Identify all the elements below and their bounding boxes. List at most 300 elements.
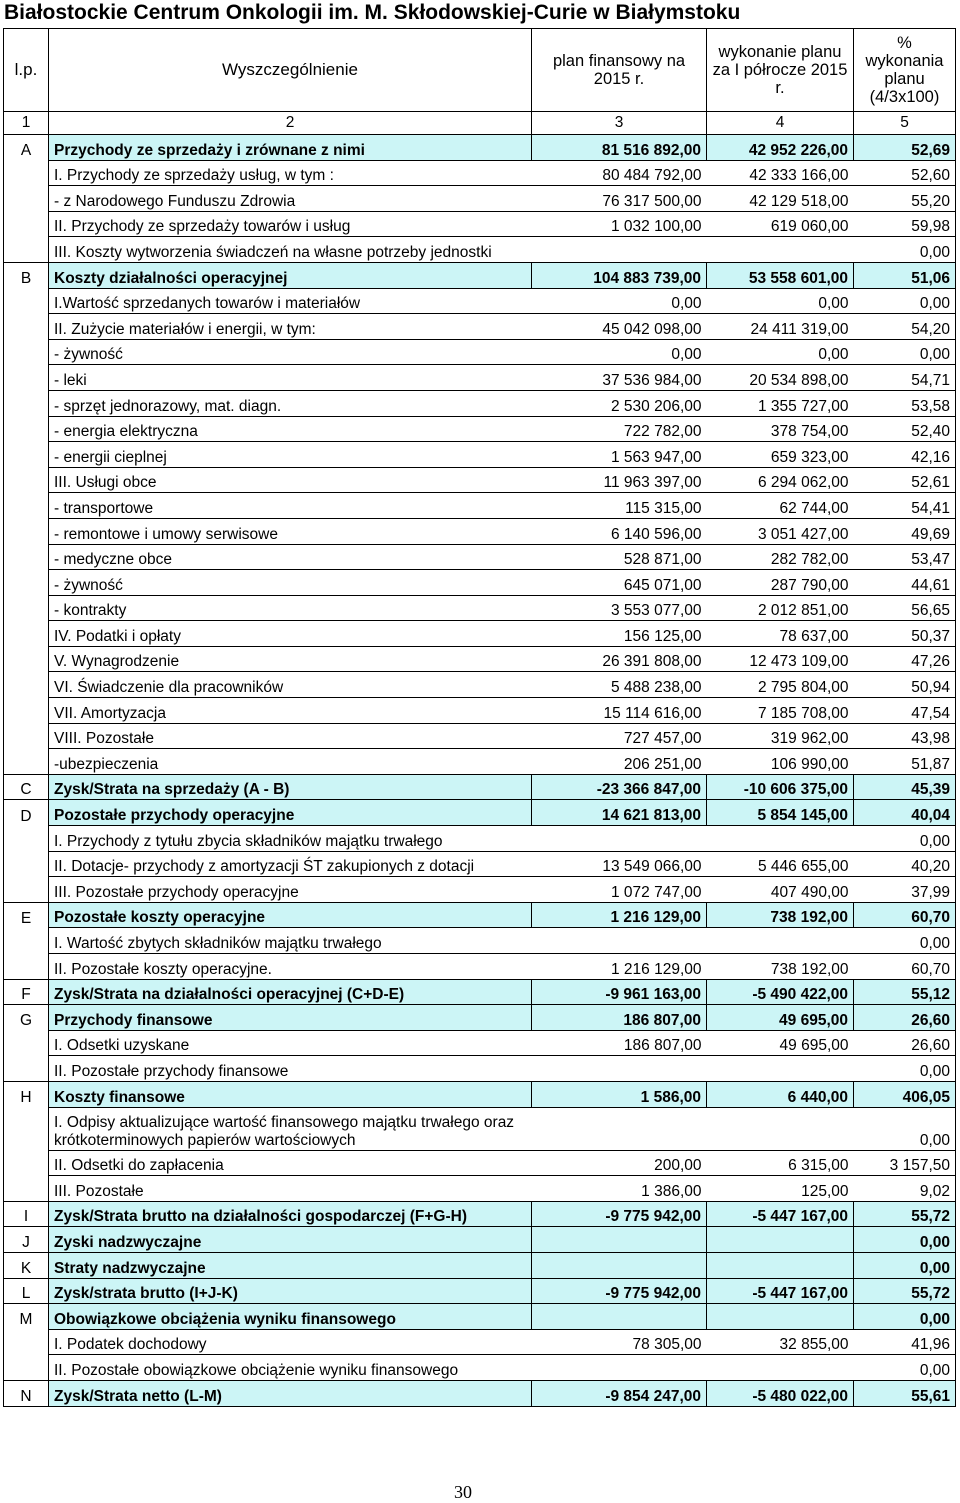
row-plan-value: 13 549 066,00	[532, 851, 707, 877]
row-execution-value	[707, 1252, 854, 1278]
row-percent-value: 0,00	[854, 237, 956, 263]
row-execution-value: -5 447 167,00	[707, 1201, 854, 1227]
row-execution-value: 319 962,00	[707, 723, 854, 749]
row-description: - energia elektryczna	[49, 416, 532, 442]
row-label	[4, 1329, 49, 1355]
row-percent-value: 55,12	[854, 979, 956, 1005]
row-plan-value: 15 114 616,00	[532, 698, 707, 724]
row-plan-value: 200,00	[532, 1150, 707, 1176]
table-row	[4, 1176, 956, 1202]
row-execution-value: 42 333 166,00	[707, 160, 854, 186]
table-row	[4, 1150, 956, 1176]
row-description: VII. Amortyzacja	[49, 698, 532, 724]
table-row	[4, 1329, 956, 1355]
header-row	[4, 29, 956, 112]
row-plan-value: -9 854 247,00	[532, 1380, 707, 1406]
row-percent-value: 49,69	[854, 518, 956, 544]
row-label	[4, 1176, 49, 1202]
row-label: B	[4, 262, 49, 288]
row-description: II. Pozostałe przychody finansowe	[49, 1056, 532, 1082]
financial-table	[3, 28, 956, 1407]
row-percent-value: 0,00	[854, 1355, 956, 1381]
row-plan-value: 11 963 397,00	[532, 467, 707, 493]
row-description: Przychody ze sprzedaży i zrównane z nimi	[49, 135, 532, 161]
row-execution-value: 287 790,00	[707, 570, 854, 596]
section-row	[4, 1252, 956, 1278]
row-execution-value: -5 490 422,00	[707, 979, 854, 1005]
row-plan-value: 0,00	[532, 339, 707, 365]
header-execution: wykonanie planu za I półrocze 2015 r.	[707, 29, 854, 112]
row-plan-value: 722 782,00	[532, 416, 707, 442]
row-description: V. Wynagrodzenie	[49, 646, 532, 672]
row-description: II. Pozostałe obowiązkowe obciążenie wyniku finansowego	[49, 1355, 532, 1381]
row-label	[4, 544, 49, 570]
page-number: 30	[454, 1482, 472, 1502]
row-percent-value: 55,72	[854, 1278, 956, 1304]
header-plan: plan finansowy na 2015 r.	[532, 29, 707, 112]
row-percent-value: 0,00	[854, 826, 956, 852]
row-execution-value: 5 446 655,00	[707, 851, 854, 877]
row-execution-value: -10 606 375,00	[707, 774, 854, 800]
row-description: Koszty działalności operacyjnej	[49, 262, 532, 288]
row-label: G	[4, 1005, 49, 1031]
row-plan-value: 14 621 813,00	[532, 800, 707, 826]
row-execution-value: 106 990,00	[707, 749, 854, 775]
row-label	[4, 672, 49, 698]
row-plan-value: -9 961 163,00	[532, 979, 707, 1005]
row-plan-value	[532, 1056, 707, 1082]
table-row	[4, 237, 956, 263]
row-label: D	[4, 800, 49, 826]
row-description: Pozostałe koszty operacyjne	[49, 902, 532, 928]
row-label	[4, 826, 49, 852]
row-execution-value	[707, 826, 854, 852]
row-plan-value: 156 125,00	[532, 621, 707, 647]
row-description: - remontowe i umowy serwisowe	[49, 518, 532, 544]
row-description: II. Zużycie materiałów i energii, w tym:	[49, 314, 532, 340]
row-plan-value: -9 775 942,00	[532, 1278, 707, 1304]
row-execution-value: 738 192,00	[707, 954, 854, 980]
row-plan-value	[532, 1304, 707, 1330]
row-plan-value: 5 488 238,00	[532, 672, 707, 698]
row-execution-value: 125,00	[707, 1176, 854, 1202]
row-execution-value: 5 854 145,00	[707, 800, 854, 826]
row-execution-value: 7 185 708,00	[707, 698, 854, 724]
table-row	[4, 570, 956, 596]
row-percent-value: 52,60	[854, 160, 956, 186]
row-label	[4, 390, 49, 416]
document-title: Białostockie Centrum Onkologii im. M. Skłodowskiej-Curie w Białymstoku	[4, 1, 741, 24]
row-execution-value: 6 440,00	[707, 1081, 854, 1107]
table-row	[4, 365, 956, 391]
row-label	[4, 928, 49, 954]
row-label	[4, 237, 49, 263]
row-execution-value: 619 060,00	[707, 211, 854, 237]
row-plan-value: -9 775 942,00	[532, 1201, 707, 1227]
row-plan-value	[532, 928, 707, 954]
row-percent-value: 53,47	[854, 544, 956, 570]
row-label	[4, 493, 49, 519]
header-percent: % wykonania planu (4/3x100)	[854, 29, 956, 112]
row-execution-value: 0,00	[707, 339, 854, 365]
row-plan-value: 6 140 596,00	[532, 518, 707, 544]
row-label	[4, 1056, 49, 1082]
table-row	[4, 1107, 956, 1150]
table-row	[4, 390, 956, 416]
row-percent-value: 60,70	[854, 954, 956, 980]
row-description: Pozostałe przychody operacyjne	[49, 800, 532, 826]
row-execution-value	[707, 1355, 854, 1381]
table-row	[4, 646, 956, 672]
row-description: Zysk/Strata na sprzedaży (A - B)	[49, 774, 532, 800]
table-row	[4, 672, 956, 698]
row-percent-value: 0,00	[854, 1227, 956, 1253]
row-description: - kontrakty	[49, 595, 532, 621]
row-execution-value	[707, 928, 854, 954]
row-plan-value: 0,00	[532, 288, 707, 314]
row-label	[4, 314, 49, 340]
row-plan-value: 1 216 129,00	[532, 954, 707, 980]
row-description: - energii cieplnej	[49, 442, 532, 468]
row-label	[4, 186, 49, 212]
row-description: Obowiązkowe obciążenia wyniku finansowego	[49, 1304, 532, 1330]
row-percent-value: 52,61	[854, 467, 956, 493]
row-execution-value	[707, 1107, 854, 1150]
row-percent-value: 59,98	[854, 211, 956, 237]
row-plan-value: 528 871,00	[532, 544, 707, 570]
row-description: I.Wartość sprzedanych towarów i materiałów	[49, 288, 532, 314]
table-row	[4, 544, 956, 570]
row-plan-value: 206 251,00	[532, 749, 707, 775]
row-label	[4, 416, 49, 442]
row-plan-value: 1 032 100,00	[532, 211, 707, 237]
row-execution-value: 49 695,00	[707, 1005, 854, 1031]
row-plan-value: 37 536 984,00	[532, 365, 707, 391]
row-execution-value	[707, 1056, 854, 1082]
row-percent-value: 47,54	[854, 698, 956, 724]
row-percent-value: 0,00	[854, 339, 956, 365]
column-number: 3	[532, 112, 707, 135]
table-row	[4, 1355, 956, 1381]
column-number-row	[4, 112, 956, 135]
header-lp: l.p.	[4, 29, 49, 112]
section-row	[4, 979, 956, 1005]
row-description: I. Przychody ze sprzedaży usług, w tym :	[49, 160, 532, 186]
row-plan-value: 186 807,00	[532, 1030, 707, 1056]
row-description: III. Usługi obce	[49, 467, 532, 493]
row-label	[4, 1150, 49, 1176]
row-percent-value: 53,58	[854, 390, 956, 416]
row-execution-value	[707, 237, 854, 263]
row-plan-value: 3 553 077,00	[532, 595, 707, 621]
section-row	[4, 135, 956, 161]
row-percent-value: 54,71	[854, 365, 956, 391]
section-row	[4, 800, 956, 826]
row-plan-value: 1 386,00	[532, 1176, 707, 1202]
row-plan-value: 76 317 500,00	[532, 186, 707, 212]
row-plan-value	[532, 237, 707, 263]
row-execution-value: 53 558 601,00	[707, 262, 854, 288]
row-label: C	[4, 774, 49, 800]
row-label	[4, 723, 49, 749]
row-percent-value: 43,98	[854, 723, 956, 749]
row-percent-value: 26,60	[854, 1005, 956, 1031]
row-execution-value: 1 355 727,00	[707, 390, 854, 416]
row-execution-value	[707, 1304, 854, 1330]
row-percent-value: 50,37	[854, 621, 956, 647]
row-percent-value: 0,00	[854, 928, 956, 954]
section-row	[4, 1005, 956, 1031]
row-description: I. Odpisy aktualizujące wartość finansowego majątku trwałego oraz krótkoterminowych papierów wartościowych	[49, 1107, 532, 1150]
row-execution-value: 6 315,00	[707, 1150, 854, 1176]
row-description: VIII. Pozostałe	[49, 723, 532, 749]
table-row	[4, 698, 956, 724]
row-description: Zysk/Strata na działalności operacyjnej (C+D-E)	[49, 979, 532, 1005]
row-label: E	[4, 902, 49, 928]
row-label	[4, 1355, 49, 1381]
table-row	[4, 723, 956, 749]
row-label	[4, 518, 49, 544]
row-description: - leki	[49, 365, 532, 391]
row-description: -ubezpieczenia	[49, 749, 532, 775]
table-row	[4, 749, 956, 775]
row-percent-value: 0,00	[854, 1107, 956, 1150]
table-row	[4, 826, 956, 852]
row-label	[4, 1107, 49, 1150]
row-percent-value: 54,20	[854, 314, 956, 340]
section-row	[4, 1227, 956, 1253]
table-row	[4, 160, 956, 186]
row-label	[4, 288, 49, 314]
section-row	[4, 1278, 956, 1304]
table-row	[4, 467, 956, 493]
table-row	[4, 442, 956, 468]
row-percent-value: 26,60	[854, 1030, 956, 1056]
table-row	[4, 493, 956, 519]
row-plan-value: 2 530 206,00	[532, 390, 707, 416]
row-plan-value: 1 072 747,00	[532, 877, 707, 903]
row-plan-value	[532, 1107, 707, 1150]
row-execution-value: 0,00	[707, 288, 854, 314]
row-label	[4, 646, 49, 672]
row-execution-value: 407 490,00	[707, 877, 854, 903]
row-description: Zysk/Strata netto (L-M)	[49, 1380, 532, 1406]
row-description: VI. Świadczenie dla pracowników	[49, 672, 532, 698]
table-row	[4, 928, 956, 954]
table-row	[4, 288, 956, 314]
row-percent-value: 40,20	[854, 851, 956, 877]
row-plan-value	[532, 826, 707, 852]
row-label	[4, 954, 49, 980]
row-percent-value: 37,99	[854, 877, 956, 903]
row-description: II. Odsetki do zapłacenia	[49, 1150, 532, 1176]
row-label: J	[4, 1227, 49, 1253]
row-label: K	[4, 1252, 49, 1278]
row-description: III. Koszty wytworzenia świadczeń na własne potrzeby jednostki	[49, 237, 532, 263]
row-plan-value: 186 807,00	[532, 1005, 707, 1031]
section-row	[4, 262, 956, 288]
row-execution-value	[707, 1227, 854, 1253]
row-percent-value: 0,00	[854, 1056, 956, 1082]
row-description: III. Pozostałe przychody operacyjne	[49, 877, 532, 903]
row-description: II. Pozostałe koszty operacyjne.	[49, 954, 532, 980]
row-execution-value: 32 855,00	[707, 1329, 854, 1355]
row-description: I. Przychody z tytułu zbycia składników majątku trwałego	[49, 826, 532, 852]
row-execution-value: 12 473 109,00	[707, 646, 854, 672]
table-row	[4, 1030, 956, 1056]
row-label: M	[4, 1304, 49, 1330]
row-description: I. Odsetki uzyskane	[49, 1030, 532, 1056]
table-row	[4, 186, 956, 212]
row-execution-value: 738 192,00	[707, 902, 854, 928]
row-percent-value: 9,02	[854, 1176, 956, 1202]
row-label: I	[4, 1201, 49, 1227]
table-row	[4, 314, 956, 340]
row-percent-value: 55,72	[854, 1201, 956, 1227]
row-plan-value: 78 305,00	[532, 1329, 707, 1355]
row-percent-value: 42,16	[854, 442, 956, 468]
table-row	[4, 416, 956, 442]
row-percent-value: 55,61	[854, 1380, 956, 1406]
row-description: II. Dotacje- przychody z amortyzacji ŚT zakupionych z dotacji	[49, 851, 532, 877]
section-row	[4, 774, 956, 800]
column-number: 5	[854, 112, 956, 135]
row-execution-value: 20 534 898,00	[707, 365, 854, 391]
row-plan-value: 81 516 892,00	[532, 135, 707, 161]
table-row	[4, 339, 956, 365]
section-row	[4, 1380, 956, 1406]
section-row	[4, 1304, 956, 1330]
row-execution-value: 2 012 851,00	[707, 595, 854, 621]
row-execution-value: -5 447 167,00	[707, 1278, 854, 1304]
row-percent-value: 44,61	[854, 570, 956, 596]
row-execution-value: 378 754,00	[707, 416, 854, 442]
row-plan-value: 1 216 129,00	[532, 902, 707, 928]
row-description: Koszty finansowe	[49, 1081, 532, 1107]
row-label	[4, 595, 49, 621]
row-label	[4, 877, 49, 903]
row-description: I. Wartość zbytych składników majątku trwałego	[49, 928, 532, 954]
table-row	[4, 621, 956, 647]
table-row	[4, 877, 956, 903]
row-plan-value: -23 366 847,00	[532, 774, 707, 800]
row-description: Przychody finansowe	[49, 1005, 532, 1031]
row-description: - z Narodowego Funduszu Zdrowia	[49, 186, 532, 212]
row-description: Zyski nadzwyczajne	[49, 1227, 532, 1253]
row-description: II. Przychody ze sprzedaży towarów i usług	[49, 211, 532, 237]
row-percent-value: 55,20	[854, 186, 956, 212]
row-description: I. Podatek dochodowy	[49, 1329, 532, 1355]
row-execution-value: 42 129 518,00	[707, 186, 854, 212]
row-plan-value: 727 457,00	[532, 723, 707, 749]
row-execution-value: 659 323,00	[707, 442, 854, 468]
row-label: L	[4, 1278, 49, 1304]
row-percent-value: 40,04	[854, 800, 956, 826]
row-description: IV. Podatki i opłaty	[49, 621, 532, 647]
row-plan-value: 104 883 739,00	[532, 262, 707, 288]
row-label	[4, 467, 49, 493]
table-row	[4, 518, 956, 544]
section-row	[4, 1081, 956, 1107]
row-label	[4, 1030, 49, 1056]
row-label	[4, 698, 49, 724]
table-row	[4, 851, 956, 877]
row-label	[4, 570, 49, 596]
row-plan-value: 26 391 808,00	[532, 646, 707, 672]
row-execution-value: 24 411 319,00	[707, 314, 854, 340]
column-number: 2	[49, 112, 532, 135]
row-execution-value: 42 952 226,00	[707, 135, 854, 161]
row-plan-value: 1 563 947,00	[532, 442, 707, 468]
row-execution-value: 49 695,00	[707, 1030, 854, 1056]
row-execution-value: 3 051 427,00	[707, 518, 854, 544]
row-label	[4, 851, 49, 877]
row-description: III. Pozostałe	[49, 1176, 532, 1202]
column-number: 4	[707, 112, 854, 135]
header-description: Wyszczególnienie	[49, 29, 532, 112]
row-execution-value: 282 782,00	[707, 544, 854, 570]
section-row	[4, 902, 956, 928]
row-percent-value: 0,00	[854, 1252, 956, 1278]
row-description: - żywność	[49, 339, 532, 365]
table-row	[4, 954, 956, 980]
row-percent-value: 60,70	[854, 902, 956, 928]
row-label: A	[4, 135, 49, 161]
row-percent-value: 45,39	[854, 774, 956, 800]
row-percent-value: 0,00	[854, 288, 956, 314]
row-percent-value: 3 157,50	[854, 1150, 956, 1176]
row-plan-value: 115 315,00	[532, 493, 707, 519]
row-execution-value: -5 480 022,00	[707, 1380, 854, 1406]
row-plan-value	[532, 1252, 707, 1278]
row-plan-value	[532, 1355, 707, 1381]
column-number: 1	[4, 112, 49, 135]
row-label	[4, 365, 49, 391]
row-plan-value	[532, 1227, 707, 1253]
row-label	[4, 211, 49, 237]
table-row	[4, 1056, 956, 1082]
row-label	[4, 749, 49, 775]
row-percent-value: 52,40	[854, 416, 956, 442]
row-label	[4, 339, 49, 365]
section-row	[4, 1201, 956, 1227]
row-execution-value: 78 637,00	[707, 621, 854, 647]
row-percent-value: 54,41	[854, 493, 956, 519]
row-percent-value: 50,94	[854, 672, 956, 698]
row-description: - sprzęt jednorazowy, mat. diagn.	[49, 390, 532, 416]
row-percent-value: 51,87	[854, 749, 956, 775]
row-percent-value: 56,65	[854, 595, 956, 621]
row-description: Zysk/Strata brutto na działalności gospodarczej (F+G-H)	[49, 1201, 532, 1227]
row-percent-value: 406,05	[854, 1081, 956, 1107]
row-description: Straty nadzwyczajne	[49, 1252, 532, 1278]
row-label	[4, 160, 49, 186]
table-row	[4, 211, 956, 237]
row-percent-value: 47,26	[854, 646, 956, 672]
row-label: F	[4, 979, 49, 1005]
table-row	[4, 595, 956, 621]
row-percent-value: 52,69	[854, 135, 956, 161]
row-description: - żywność	[49, 570, 532, 596]
row-percent-value: 41,96	[854, 1329, 956, 1355]
row-label	[4, 621, 49, 647]
row-plan-value: 1 586,00	[532, 1081, 707, 1107]
row-label: H	[4, 1081, 49, 1107]
row-description: - transportowe	[49, 493, 532, 519]
row-plan-value: 45 042 098,00	[532, 314, 707, 340]
row-label: N	[4, 1380, 49, 1406]
row-description: Zysk/strata brutto (I+J-K)	[49, 1278, 532, 1304]
